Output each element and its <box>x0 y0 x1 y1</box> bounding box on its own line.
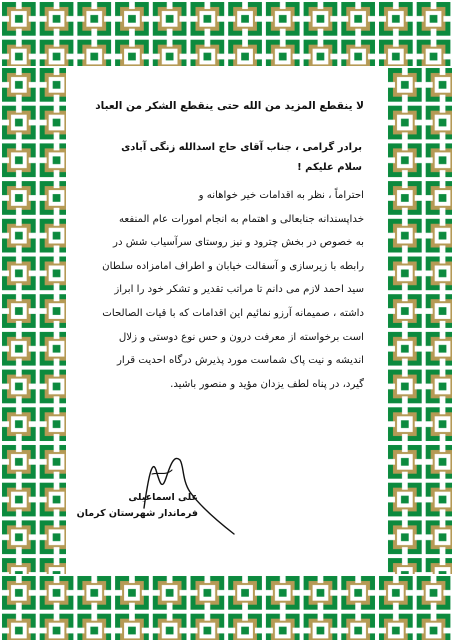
body-line: داشته ، صمیمانه آرزو نمائیم این اقدامات که با قیات الصالحات <box>102 307 364 319</box>
body-line: رابطه با زیرسازی و آسفالت خیابان و اطراف امامزاده سلطان <box>102 260 364 272</box>
signer-block <box>68 490 198 522</box>
body-line: گیرد، در پناه لطف یزدان مؤید و منصور باشید. <box>170 378 364 390</box>
body-line: سید احمد لازم می دانم تا مراتب تقدیر و تشکر خود را ابراز <box>114 284 364 296</box>
letter-motto: لا ينقطع المزيد من الله حتی ينقطع الشكر من العباد <box>95 100 364 112</box>
decorative-border-top <box>0 0 452 66</box>
border-pattern-top <box>0 0 452 66</box>
body-line: احتراماً ، نظر به اقدامات خیر خواهانه و <box>198 190 364 201</box>
letter-salutation <box>92 138 362 178</box>
body-line: خداپسندانه جنابعالی و اهتمام به انجام امورات عام المنفعه <box>118 213 364 225</box>
body-line: به خصوص در بخش چترود و نیز روستای سرآسیاب شش در <box>113 237 364 249</box>
body-line: است برخواسته از معرفت درون و حس نوع دوستی و زلال <box>118 331 364 343</box>
decorative-border-left <box>0 66 66 574</box>
letter-body <box>79 184 364 396</box>
border-pattern-left <box>0 66 66 574</box>
recipient-line: برادر گرامی ، جناب آقای حاج اسدالله زنگی آبادی <box>121 142 362 153</box>
decorative-border-right <box>386 66 452 574</box>
letter-content <box>66 66 386 574</box>
greeting-line: سلام علیکم ! <box>297 162 362 173</box>
signer-name: علی اسماعیلی <box>128 492 198 503</box>
signer-title: فرماندار شهرستان کرمان <box>76 508 198 519</box>
body-line: اندیشه و نیت پاک شماست مورد پذیرش درگاه احدیت قرار <box>116 355 364 367</box>
border-pattern-right <box>386 66 452 574</box>
border-pattern-bottom <box>0 574 452 640</box>
decorative-border-bottom <box>0 574 452 640</box>
